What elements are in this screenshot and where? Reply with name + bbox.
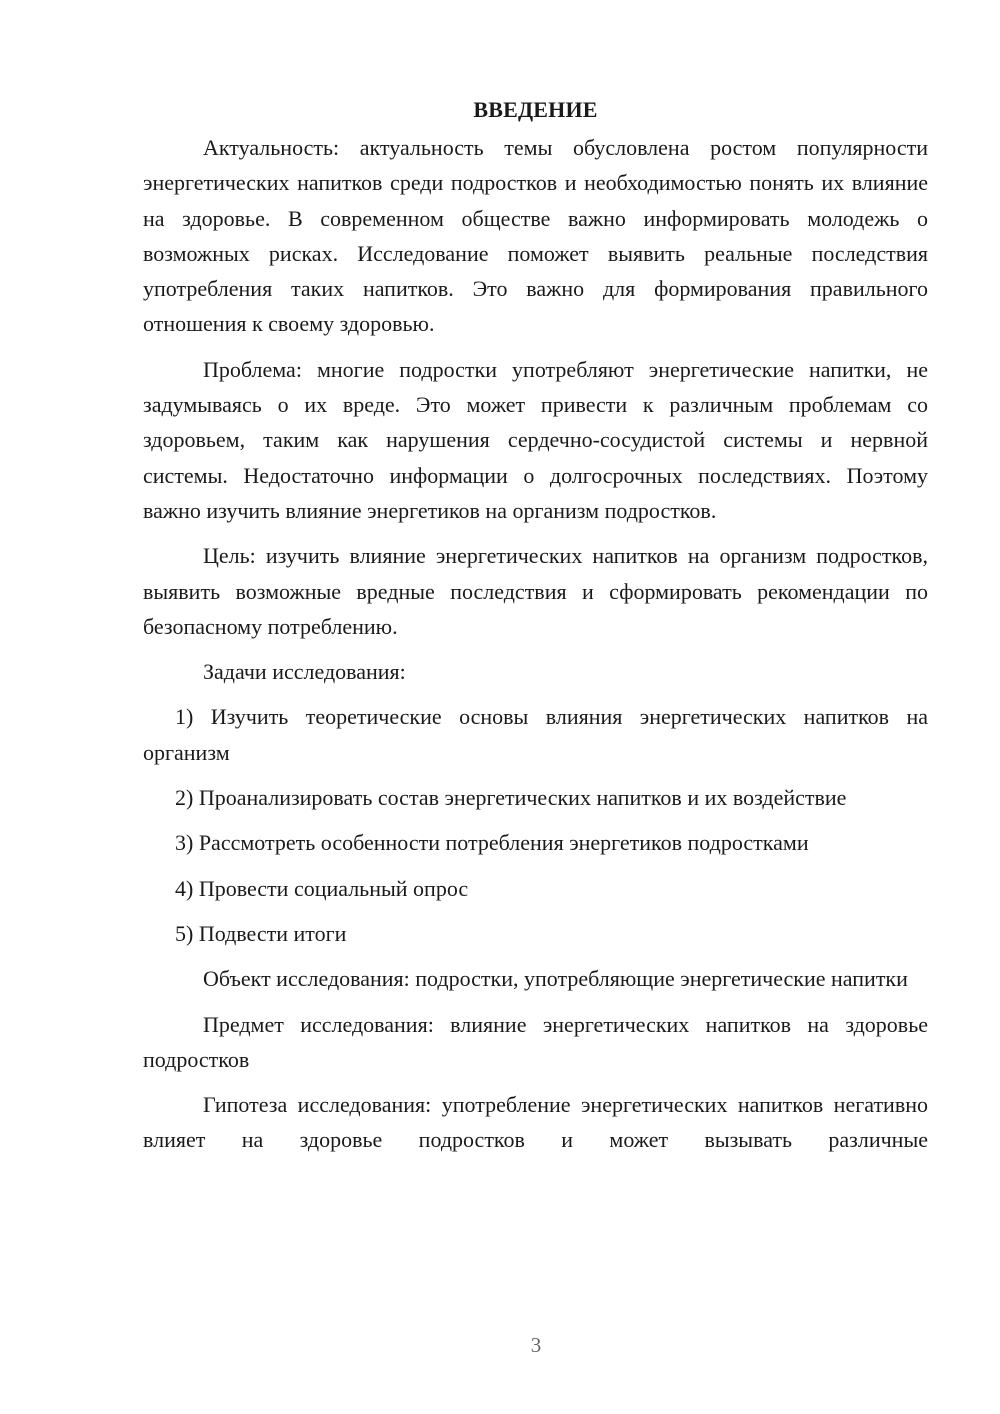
task-item-1: 1) Изучить теоретические основы влияния энергетических напитков на организм — [143, 704, 928, 765]
paragraph-relevance: Актуальность: актуальность темы обусловлена ростом популярности энергетических напитков среди подростков и необходимостью понять их влияние на здоровье. В современном обществе важно информировать молодежь о возможных рисках. Исследование поможет выявить реальные последствия употребления таких напитков. Это важно для формирования правильного отношения к своему здоровью. — [143, 135, 928, 337]
paragraph-hypothesis: Гипотеза исследования: употребление энергетических напитков негативно влияет на здоровье подростков и может вызывать различные — [143, 1092, 928, 1153]
task-item-2: 2) Проанализировать состав энергетических напитков и их воздействие — [175, 785, 847, 811]
task-item-4: 4) Провести социальный опрос — [175, 875, 469, 901]
paragraph-object: Объект исследования: подростки, употребляющие энергетические напитки — [203, 966, 908, 992]
document-page — [143, 92, 928, 1168]
paragraph-tasks-title: Задачи исследования: — [203, 659, 406, 685]
paragraph-subject: Предмет исследования: влияние энергетических напитков на здоровье подростков — [143, 1011, 928, 1072]
task-item-5: 5) Подвести итоги — [175, 920, 347, 946]
paragraph-goal: Цель: изучить влияние энергетических напитков на организм подростков, выявить возможные вредные последствия и сформировать рекомендации по безопасному потреблению. — [143, 543, 928, 639]
page-title: ВВЕДЕНИЕ — [473, 97, 598, 122]
task-item-3: 3) Рассмотреть особенности потребления энергетиков подростками — [175, 830, 809, 856]
paragraph-problem: Проблема: многие подростки употребляют энергетические напитки, не задумываясь о их вреде. Это может привести к различным проблемам со здоровьем, таким как нарушения сердечно-сосудистой системы и нервной системы. Недостаточно информации о долгосрочных последствиях. Поэтому важно изучить влияние энергетиков на организм подростков. — [143, 356, 928, 523]
page-number: 3 — [530, 1333, 542, 1357]
